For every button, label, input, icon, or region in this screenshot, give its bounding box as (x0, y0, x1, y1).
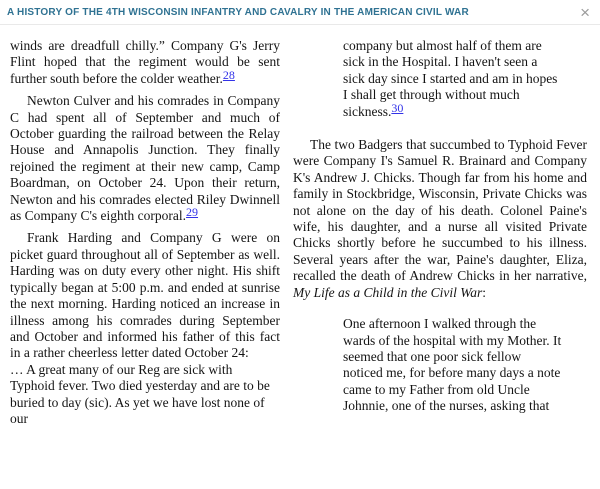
blockquote-harding-letter-text: … A great many of our Reg are sick with Typhoid fever. Two died yesterday and are to be buried to day (sic). As yet we have lost none of our (10, 361, 270, 426)
paragraph-badgers-colon: : (482, 284, 487, 300)
book-title: A HISTORY OF THE 4TH WISCONSIN INFANTRY AND CAVALRY IN THE AMERICAN CIVIL WAR (7, 6, 469, 18)
blockquote-eliza-narrative (343, 316, 562, 414)
text-column-left (10, 38, 280, 427)
paragraph-badgers-text: The two Badgers that succumbed to Typhoid Fever were Company I's Samuel R. Brainard and Company K's Andrew J. Chicks. Though far from his home and family in Stockbridge, Wisconsin, Private Chicks was not alone on the day of his death. Colonel Paine's wife, his daughter, and a nurse all visited Private Chicks shortly before he succumbed to his illness. Several years after the war, Paine's daughter, Eliza, recalled the death of Andrew Chicks in her narrative, (293, 137, 587, 284)
close-icon[interactable]: × (580, 2, 590, 22)
text-column-right (293, 38, 587, 427)
footnote-link-29[interactable]: 29 (186, 205, 199, 220)
blockquote-harding-letter-continued-text: company but almost half of them are sick in the Hospital. I haven't seen a sick day since I started and am in hopes I shall get through without much sickness. (343, 38, 558, 119)
header-bar (0, 0, 600, 25)
paragraph-culver (10, 93, 280, 224)
footnote-link-30[interactable]: 30 (391, 100, 404, 115)
paragraph-badgers (293, 137, 587, 301)
blockquote-harding-letter (10, 362, 280, 428)
blockquote-eliza-narrative-text: One afternoon I walked through the wards of the hospital with my Mother. It seemed that one poor sick fellow noticed me, for before many days a note came to my Father from old Uncle Johnnie, one of the nurses, asking that (343, 316, 562, 414)
paragraph-flint-text: winds are dreadfull chilly.” Company G's Jerry Flint hoped that the regiment would be sent further south before the colder weather. (10, 38, 280, 86)
footnote-link-28[interactable]: 28 (222, 67, 235, 82)
narrative-title-italic: My Life as a Child in the Civil War (293, 284, 483, 300)
blockquote-harding-letter-continued (343, 38, 562, 120)
paragraph-flint (10, 38, 280, 87)
paragraph-harding-text: Frank Harding and Company G were on picket guard throughout all of September as well. Harding was on duty every other night. His shift typically began at 5:00 p.m. and ended at sunrise the next morning. Harding noticed an increase in illness among his comrades during September and October and informed his father of this fact in a rather cheerless letter dated October 24: (10, 230, 280, 361)
paragraph-harding (10, 230, 280, 361)
paragraph-culver-text: Newton Culver and his comrades in Company C had spent all of September and much of October guarding the railroad between the Relay House and Annapolis Junction. They finally rejoined the regiment at their new camp, Camp Boardman, on October 24. Upon their return, Newton and his comrades elected Riley Dwinnell as Company C's eighth corporal. (10, 93, 280, 224)
page-content (0, 25, 600, 427)
